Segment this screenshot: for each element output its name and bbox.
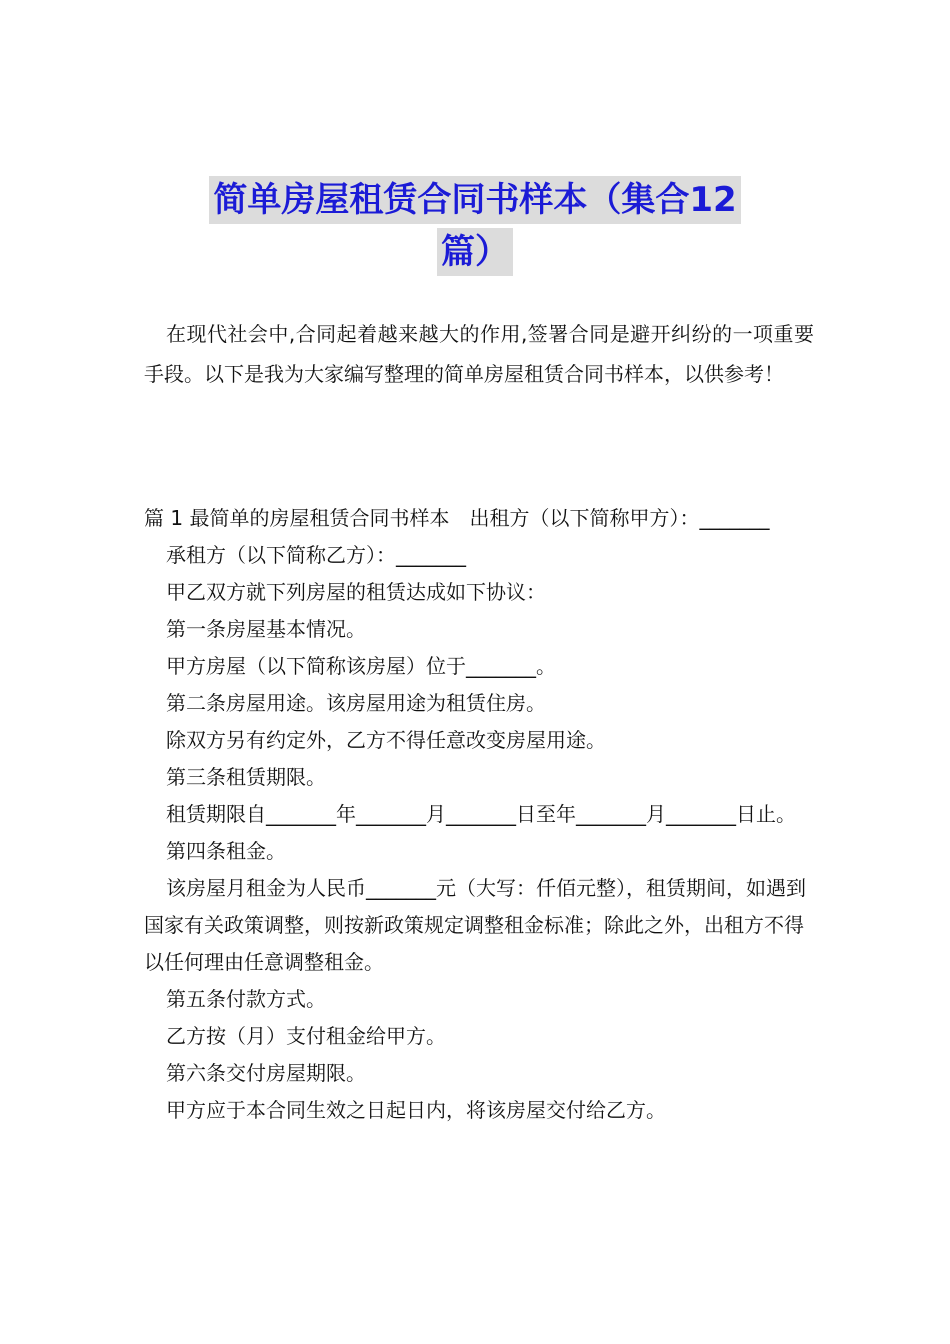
contract-paragraph: 甲乙双方就下列房屋的租赁达成如下协议： xyxy=(166,580,546,604)
contract-paragraph: 乙方按（月）支付租金给甲方。 xyxy=(166,1024,446,1048)
contract-paragraph: 第一条房屋基本情况。 xyxy=(166,617,366,641)
contract-paragraph: 该房屋月租金为人民币_______元（大写：仟佰元整），租赁期间，如遇到国家有关政策调整，则按新政策规定调整租金标准；除此之外，出租方不得以任何理由任意调整租金。 xyxy=(144,876,806,974)
contract-paragraph: 第五条付款方式。 xyxy=(166,987,326,1011)
intro-paragraph: 在现代社会中,合同起着越来越大的作用,签署合同是避开纠纷的一项重要手段。以下是我为大家编写整理的简单房屋租赁合同书样本，以供参考！ xyxy=(144,322,814,386)
contract-paragraph: 除双方另有约定外，乙方不得任意改变房屋用途。 xyxy=(166,728,606,752)
contract-paragraph: 甲方应于本合同生效之日起日内，将该房屋交付给乙方。 xyxy=(166,1098,666,1122)
contract-paragraph: 甲方房屋（以下简称该房屋）位于_______。 xyxy=(166,654,556,678)
contract-paragraph: 篇 1 最简单的房屋租赁合同书样本 出租方（以下简称甲方）：_______ xyxy=(144,506,770,530)
contract-paragraph: 第二条房屋用途。该房屋用途为租赁住房。 xyxy=(166,691,546,715)
contract-paragraph: 承租方（以下简称乙方）：_______ xyxy=(166,543,466,567)
title-line-2: 篇） xyxy=(437,228,513,276)
document-title xyxy=(0,176,950,276)
title-line-1: 简单房屋租赁合同书样本（集合12 xyxy=(209,176,740,224)
contract-paragraph: 第四条租金。 xyxy=(166,839,286,863)
contract-body xyxy=(144,500,814,1129)
contract-paragraph: 第六条交付房屋期限。 xyxy=(166,1061,366,1085)
contract-paragraph: 租赁期限自_______年_______月_______日至年_______月_______日止。 xyxy=(166,802,796,826)
contract-paragraph: 第三条租赁期限。 xyxy=(166,765,326,789)
